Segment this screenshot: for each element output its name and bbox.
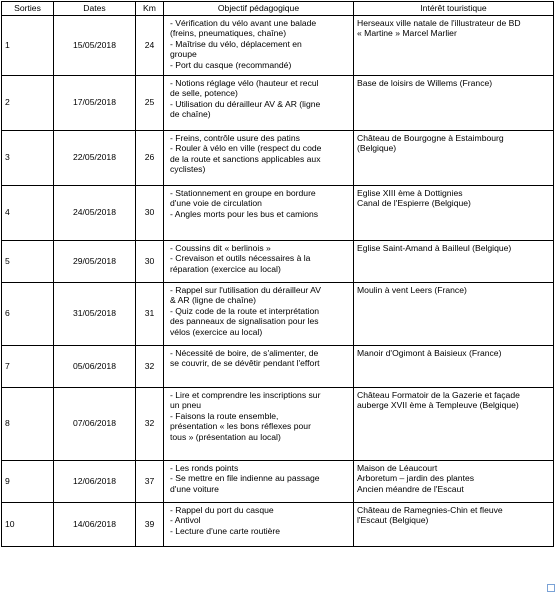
cell-objectif	[164, 387, 354, 460]
cell-date	[54, 185, 136, 240]
cell-interet-text: Maison de Léaucourt Arboretum – jardin des plantes Ancien méandre de l'Escaut	[357, 462, 475, 494]
cell-sortie	[2, 387, 54, 460]
cell-date	[54, 387, 136, 460]
cell-km-text: 30	[144, 255, 155, 266]
table-row	[2, 502, 554, 546]
cell-interet	[354, 75, 554, 130]
cell-objectif	[164, 282, 354, 345]
cell-objectif-text: - Lire et comprendre les inscriptions sur un pneu - Faisons la route ensemble, présentation « les bons réflexes pour tous » (présentation au local)	[170, 389, 321, 442]
table-row	[2, 75, 554, 130]
cell-km	[136, 282, 164, 345]
cell-sortie-text: 7	[5, 360, 10, 371]
cell-date-text: 15/05/2018	[72, 39, 116, 50]
cell-interet-text: Base de loisirs de Willems (France)	[357, 77, 493, 88]
cell-km	[136, 15, 164, 75]
table-row	[2, 282, 554, 345]
table-row	[2, 460, 554, 502]
cell-date-text: 17/05/2018	[72, 97, 116, 108]
cell-objectif	[164, 460, 354, 502]
cell-interet	[354, 387, 554, 460]
cell-objectif	[164, 240, 354, 282]
header-objectif: Objectif pédagogique	[164, 2, 354, 16]
cell-objectif-text: - Coussins dit « berlinois » - Crevaison et outils nécessaires à la réparation (exercice au local)	[170, 242, 311, 274]
cell-date-text: 05/06/2018	[72, 360, 116, 371]
cell-objectif	[164, 502, 354, 546]
cell-objectif	[164, 130, 354, 185]
cell-objectif	[164, 185, 354, 240]
cell-km-text: 37	[144, 475, 155, 486]
cell-date-text: 12/06/2018	[72, 475, 116, 486]
table-row	[2, 240, 554, 282]
cell-date-text: 29/05/2018	[72, 255, 116, 266]
table-row	[2, 345, 554, 387]
table-body	[2, 15, 554, 546]
header-row	[2, 2, 554, 16]
cell-sortie	[2, 240, 54, 282]
cell-objectif-text: - Freins, contrôle usure des patins - Rouler à vélo en ville (respect du code de la route et sanctions applicables aux cyclistes)	[170, 132, 322, 175]
cell-date-text: 31/05/2018	[72, 308, 116, 319]
cell-km	[136, 502, 164, 546]
cell-km	[136, 185, 164, 240]
cell-km	[136, 387, 164, 460]
cell-sortie-text: 1	[5, 39, 10, 50]
cell-sortie-text: 4	[5, 207, 10, 218]
cell-interet-text: Château de Ramegnies-Chin et fleuve l'Escaut (Belgique)	[357, 504, 503, 526]
cell-km-text: 26	[144, 152, 155, 163]
schedule-table	[1, 1, 554, 547]
cell-date	[54, 345, 136, 387]
cell-sortie-text: 9	[5, 475, 10, 486]
header-interet: Intérêt touristique	[354, 2, 554, 16]
cell-interet	[354, 130, 554, 185]
cell-objectif	[164, 75, 354, 130]
cell-sortie	[2, 345, 54, 387]
cell-interet	[354, 345, 554, 387]
cell-interet-text: Herseaux ville natale de l'illustrateur de BD « Martine » Marcel Marlier	[357, 17, 521, 39]
cell-km	[136, 240, 164, 282]
cell-interet-text: Manoir d'Ogimont à Baisieux (France)	[357, 347, 502, 358]
cell-objectif-text: - Rappel du port du casque - Antivol - Lecture d'une carte routière	[170, 504, 281, 536]
header-sorties: Sorties	[2, 2, 54, 16]
cell-date-text: 24/05/2018	[72, 207, 116, 218]
cell-interet	[354, 282, 554, 345]
cell-sortie	[2, 130, 54, 185]
cell-km-text: 39	[144, 518, 155, 529]
cell-km	[136, 345, 164, 387]
cell-interet	[354, 502, 554, 546]
cell-objectif-text: - Stationnement en groupe en bordure d'une voie de circulation - Angles morts pour les bus et camions	[170, 187, 319, 219]
header-dates: Dates	[54, 2, 136, 16]
cell-interet-text: Château Formatoir de la Gazerie et façade auberge XVII ème à Templeuve (Belgique)	[357, 389, 520, 411]
header-km: Km	[136, 2, 164, 16]
cell-objectif-text: - Les ronds points - Se mettre en file indienne au passage d'une voiture	[170, 462, 320, 494]
cell-sortie	[2, 15, 54, 75]
cell-date	[54, 240, 136, 282]
cell-objectif-text: - Vérification du vélo avant une balade (freins, pneumatiques, chaîne) - Maîtrise du vélo, déplacement en groupe - Port du casque (recommandé)	[170, 17, 317, 70]
cell-sortie	[2, 75, 54, 130]
cell-km-text: 31	[144, 308, 155, 319]
cell-km-text: 32	[144, 360, 155, 371]
cell-interet	[354, 460, 554, 502]
cell-km	[136, 75, 164, 130]
cell-date-text: 07/06/2018	[72, 418, 116, 429]
cell-date-text: 14/06/2018	[72, 518, 116, 529]
paste-options-icon[interactable]	[547, 584, 555, 592]
cell-sortie	[2, 185, 54, 240]
cell-objectif	[164, 345, 354, 387]
cell-km-text: 24	[144, 39, 155, 50]
table-row	[2, 185, 554, 240]
cell-km	[136, 460, 164, 502]
cell-objectif-text: - Rappel sur l'utilisation du dérailleur AV & AR (ligne de chaîne) - Quiz code de la route et interprétation des panneaux de signalisation pour les vélos (exercice au local)	[170, 284, 321, 337]
cell-interet	[354, 185, 554, 240]
cell-objectif	[164, 15, 354, 75]
cell-date	[54, 15, 136, 75]
cell-sortie	[2, 460, 54, 502]
cell-interet	[354, 15, 554, 75]
table-row	[2, 387, 554, 460]
table-row	[2, 130, 554, 185]
cell-objectif-text: - Notions réglage vélo (hauteur et recul de selle, potence) - Utilisation du dérailleur AV & AR (ligne de chaîne)	[170, 77, 321, 120]
cell-sortie-text: 5	[5, 255, 10, 266]
cell-km-text: 32	[144, 418, 155, 429]
cell-interet	[354, 240, 554, 282]
cell-sortie-text: 10	[5, 518, 15, 529]
cell-sortie	[2, 282, 54, 345]
cell-km	[136, 130, 164, 185]
cell-date	[54, 130, 136, 185]
cell-interet-text: Château de Bourgogne à Estaimbourg (Belgique)	[357, 132, 504, 154]
cell-objectif-text: - Nécessité de boire, de s'alimenter, de se couvrir, de se dévêtir pendant l'effort	[170, 347, 320, 369]
cell-interet-text: Eglise XIII ème à Dottignies Canal de l'Espierre (Belgique)	[357, 187, 471, 209]
cell-date-text: 22/05/2018	[72, 152, 116, 163]
cell-interet-text: Eglise Saint-Amand à Bailleul (Belgique)	[357, 242, 512, 253]
cell-date	[54, 502, 136, 546]
cell-date	[54, 75, 136, 130]
cell-km-text: 25	[144, 97, 155, 108]
cell-sortie-text: 6	[5, 308, 10, 319]
cell-sortie-text: 8	[5, 418, 10, 429]
cell-sortie-text: 3	[5, 152, 10, 163]
cell-km-text: 30	[144, 207, 155, 218]
cell-date	[54, 460, 136, 502]
cell-interet-text: Moulin à vent Leers (France)	[357, 284, 467, 295]
cell-sortie-text: 2	[5, 97, 10, 108]
table-row	[2, 15, 554, 75]
cell-date	[54, 282, 136, 345]
cell-sortie	[2, 502, 54, 546]
